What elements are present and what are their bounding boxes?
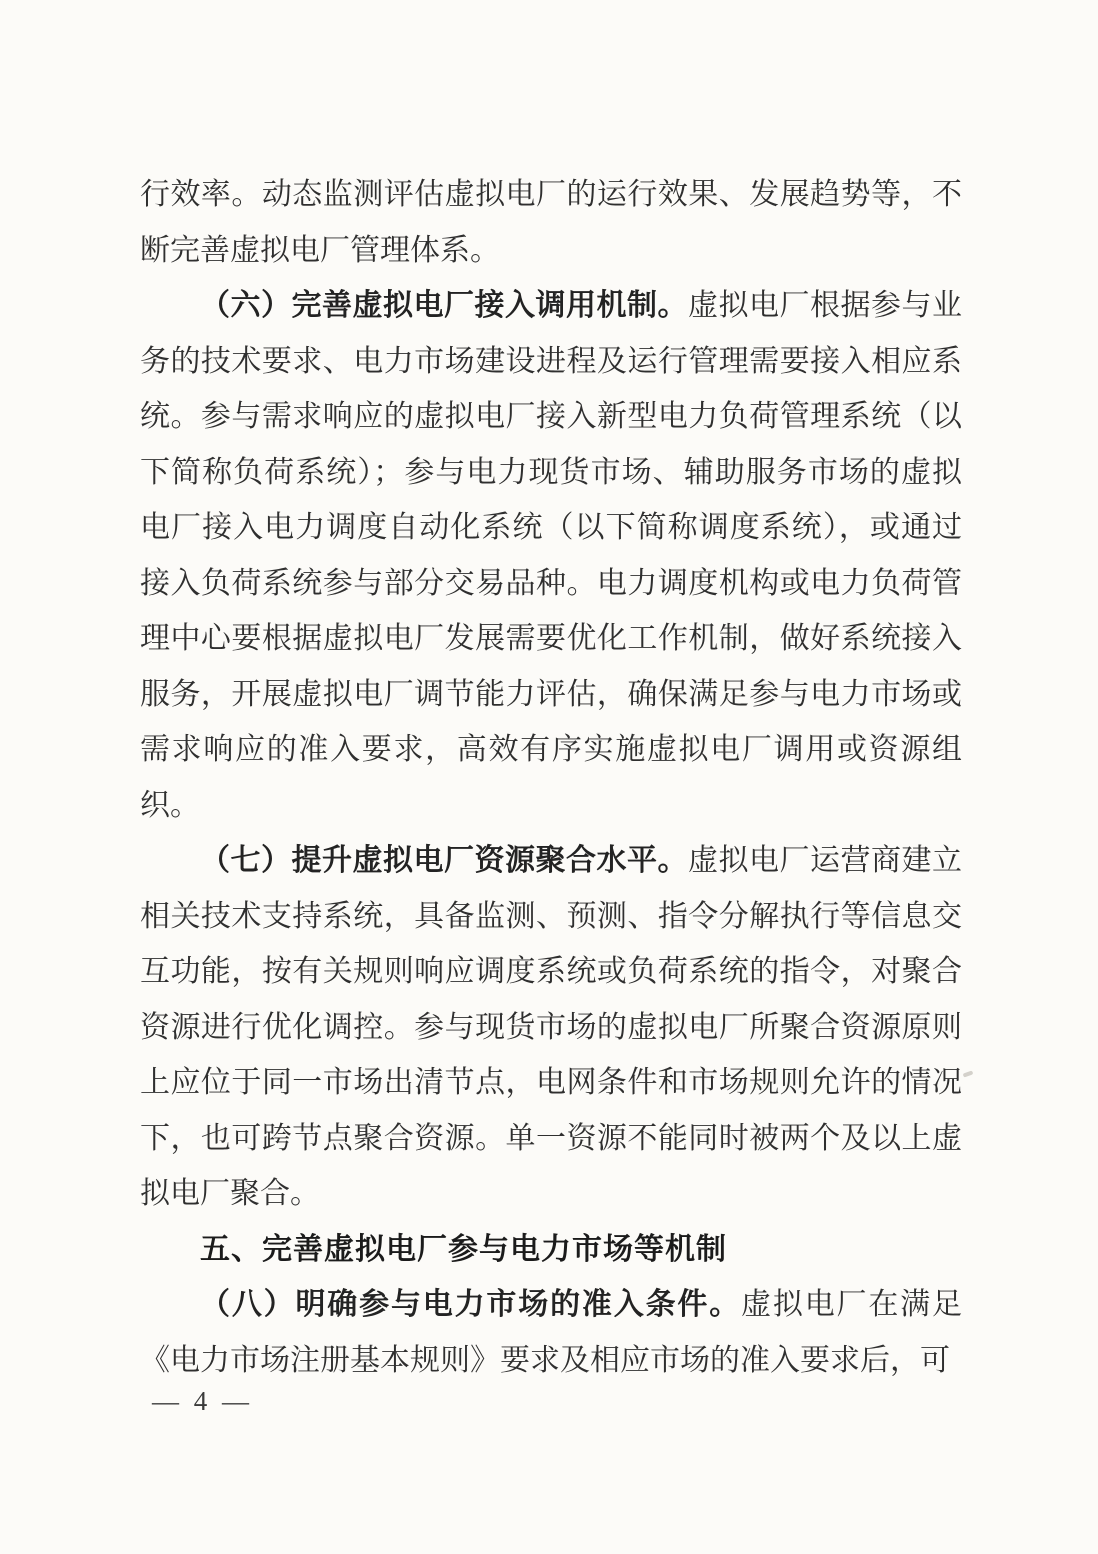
scan-speck [963, 1070, 974, 1077]
section-8-lead: （八）明确参与电力市场的准入条件。 [200, 1288, 742, 1321]
section-7-text: 虚拟电厂运营商建立相关技术支持系统，具备监测、预测、指令分解执行等信息交互功能，按有关规则响应调度系统或负荷系统的指令，对聚合资源进行优化调控。参与现货市场的虚拟电厂所聚合资源原则上应位于同一市场出清节点，电网条件和市场规则允许的情况下，也可跨节点聚合资源。单一资源不能同时被两个及以上虚拟电厂聚合。 [140, 844, 962, 1210]
section-6-text: 虚拟电厂根据参与业务的技术要求、电力市场建设进程及运行管理需要接入相应系统。参与需求响应的虚拟电厂接入新型电力负荷管理系统（以下简称负荷系统）；参与电力现货市场、辅助服务市场的虚拟电厂接入电力调度自动化系统（以下简称调度系统），或通过接入负荷系统参与部分交易品种。电力调度机构或电力负荷管理中心要根据虚拟电厂发展需要优化工作机制，做好系统接入服务，开展虚拟电厂调节能力评估，确保满足参与电力市场或需求响应的准入要求，高效有序实施虚拟电厂调用或资源组织。 [140, 289, 962, 822]
section-8-text: 虚拟电厂在满足《电力市场注册基本规则》要求及相应市场的准入要求后，可 [140, 1288, 963, 1377]
section-6-lead: （六）完善虚拟电厂接入调用机制。 [200, 289, 688, 322]
paragraph-continuation-text: 行效率。动态监测评估虚拟电厂的运行效果、发展趋势等，不断完善虚拟电厂管理体系。 [140, 178, 962, 267]
paragraph-section-8 [140, 1277, 962, 1388]
paragraph-section-7 [140, 833, 962, 1222]
paragraph-continuation [140, 167, 962, 278]
document-body [140, 167, 962, 1388]
page-number: — 4 — [152, 1386, 253, 1416]
section-7-lead: （七）提升虚拟电厂资源聚合水平。 [200, 844, 688, 877]
section-heading-5: 五、完善虚拟电厂参与电力市场等机制 [200, 1232, 727, 1266]
paragraph-section-6 [140, 278, 962, 833]
